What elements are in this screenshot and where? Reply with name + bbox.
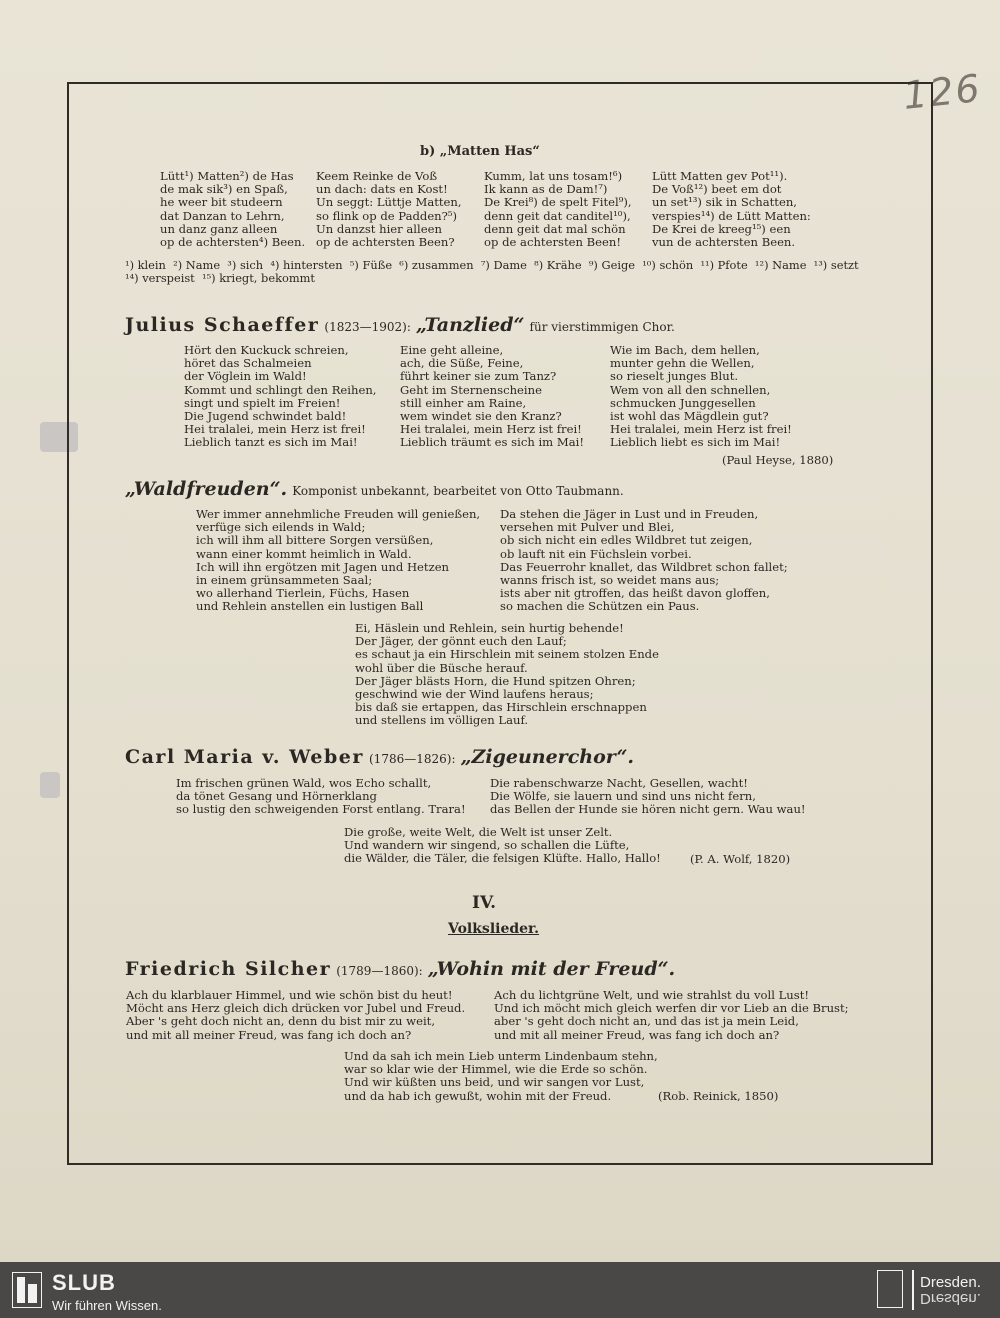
verse-line: ist wohl das Mägdlein gut? bbox=[610, 408, 769, 423]
verse-line: Ik kann as de Dam!⁷) bbox=[484, 182, 608, 197]
matten-has-stanza-4 bbox=[652, 170, 811, 249]
zigeunerchor-stanza-3 bbox=[344, 826, 661, 866]
song-subtitle: Komponist unbekannt, bearbeitet von Otto Taubmann. bbox=[292, 484, 624, 498]
verse-line: Hei tralalei, mein Herz ist frei! bbox=[610, 422, 792, 437]
verse-line: ¹) klein ²) Name ³) sich ⁴) hintersten ⁵) Füße ⁶) zusammen ⁷) Dame ⁸) Krähe ⁹) Geige ¹⁰) schön ¹¹) Pfote ¹²) Name ¹³) setzt bbox=[125, 258, 859, 272]
verse-line: und mit all meiner Freud, was fang ich doch an? bbox=[494, 1027, 780, 1042]
slub-name[interactable]: SLUB bbox=[52, 1270, 116, 1295]
verse-line: Aber 's geht doch nicht an, denn du bist mir zu weit, bbox=[126, 1014, 436, 1029]
verse-line: Lieblich liebt es sich im Mai! bbox=[610, 435, 781, 450]
composer-name: Julius Schaeffer bbox=[125, 314, 320, 336]
verse-line: Wem von all den schnellen, bbox=[610, 382, 771, 397]
verse-line: da tönet Gesang und Hörnerklang bbox=[176, 789, 377, 804]
verse-line: so lustig den schweigenden Forst entlang. Trara! bbox=[176, 802, 466, 817]
library-footer bbox=[0, 1262, 1000, 1318]
verse-line: Lütt¹) Matten²) de Has bbox=[160, 169, 294, 183]
verse-line: in einem grünsammeten Saal; bbox=[196, 572, 373, 587]
author-credit: (Rob. Reinick, 1850) bbox=[658, 1089, 779, 1103]
verse-line: Lieblich tanzt es sich im Mai! bbox=[184, 435, 358, 450]
verse-line: Ei, Häslein und Rehlein, sein hurtig behende! bbox=[355, 621, 624, 635]
slub-tagline: Wir führen Wissen. bbox=[52, 1298, 162, 1313]
verse-line: Und wandern wir singend, so schallen die Lüfte, bbox=[344, 838, 630, 853]
verse-line: verspies¹⁴) de Lütt Matten: bbox=[652, 208, 811, 223]
verse-line: Da stehen die Jäger in Lust und in Freuden, bbox=[500, 507, 759, 521]
verse-line: und Rehlein anstellen ein lustigen Ball bbox=[196, 599, 424, 614]
verse-line: ob sich nicht ein edles Wildbret tut zeigen, bbox=[500, 533, 753, 548]
verse-line: denn geit dat mal schön bbox=[484, 221, 626, 236]
verse-line: ists aber nit gtroffen, das heißt davon gloffen, bbox=[500, 586, 770, 601]
verse-line: Und da sah ich mein Lieb unterm Lindenbaum stehn, bbox=[344, 1049, 658, 1063]
verse-line: Der Jäger blästs Horn, die Hund spitzen Ohren; bbox=[355, 673, 636, 688]
verse-line: Geht im Sternenscheine bbox=[400, 382, 542, 397]
weber-heading bbox=[125, 746, 634, 768]
verse-line: de mak sik³) en Spaß, bbox=[160, 182, 288, 197]
verse-line: vun de achtersten Been. bbox=[652, 234, 796, 249]
song-title: „Zigeunerchor“. bbox=[460, 746, 634, 768]
zigeunerchor-stanza-2 bbox=[490, 777, 806, 817]
verse-line: Die Wölfe, sie lauern und sind uns nicht fern, bbox=[490, 789, 756, 804]
schaeffer-heading bbox=[125, 314, 675, 336]
verse-line: ach, die Süße, Feine, bbox=[400, 356, 524, 371]
verse-line: aber 's geht doch nicht an, und das ist ja mein Leid, bbox=[494, 1014, 799, 1029]
verse-line: Ach du lichtgrüne Welt, und wie strahlst du voll Lust! bbox=[494, 988, 810, 1002]
song-title: „Wohin mit der Freud“. bbox=[427, 958, 676, 980]
waldfreuden-stanza-2 bbox=[500, 508, 788, 614]
verse-line: Und ich möcht mich gleich werfen dir vor Lieb an die Brust; bbox=[494, 1001, 849, 1016]
verse-line: Hört den Kuckuck schreien, bbox=[184, 343, 349, 357]
matten-has-stanza-1 bbox=[160, 170, 305, 249]
verse-line: op de achtersten⁴) Been. bbox=[160, 234, 306, 249]
tanzlied-stanza-2 bbox=[400, 344, 584, 450]
author-credit: (Paul Heyse, 1880) bbox=[722, 453, 834, 467]
verse-line: Der Jäger, der gönnt euch den Lauf; bbox=[355, 634, 567, 649]
verse-line: Lütt Matten gev Pot¹¹). bbox=[652, 169, 788, 183]
verse-line: un set¹³) sik in Schatten, bbox=[652, 195, 797, 210]
tanzlied-stanza-3 bbox=[610, 344, 792, 450]
verse-line: Ach du klarblauer Himmel, und wie schön bist du heut! bbox=[126, 988, 453, 1002]
verse-line: he weer bit studeern bbox=[160, 195, 283, 210]
verse-line: es schaut ja ein Hirschlein mit seinem stolzen Ende bbox=[355, 647, 659, 662]
verse-line: De Krei⁸) de spelt Fitel⁹), bbox=[484, 195, 632, 210]
silcher-heading bbox=[125, 958, 675, 980]
verse-line: Und wir küßten uns beid, und wir sangen vor Lust, bbox=[344, 1075, 645, 1090]
verse-line: und da hab ich gewußt, wohin mit der Freud. bbox=[344, 1088, 612, 1103]
composer-years: (1823—1902): bbox=[324, 320, 411, 334]
verse-line: un danz ganz alleen bbox=[160, 221, 278, 236]
song-title: „Waldfreuden“. bbox=[125, 478, 288, 500]
verse-line: führt keiner sie zum Tanz? bbox=[400, 369, 557, 384]
verse-line: das Bellen der Hunde sie hören nicht gern. Wau wau! bbox=[490, 802, 806, 817]
verse-line: verfüge sich eilends in Wald; bbox=[196, 520, 366, 535]
verse-line: Ich will ihn ergötzen mit Jagen und Hetzen bbox=[196, 559, 450, 574]
verse-line: schmucken Junggesellen bbox=[610, 395, 756, 410]
verse-line: munter gehn die Wellen, bbox=[610, 356, 755, 371]
section-number: IV. bbox=[472, 893, 497, 913]
verse-line: Möcht ans Herz gleich dich drücken vor Jubel und Freud. bbox=[126, 1001, 466, 1016]
verse-line: wohl über die Büsche herauf. bbox=[355, 660, 528, 675]
verse-line: wo allerhand Tierlein, Füchs, Hasen bbox=[196, 586, 410, 601]
verse-line: denn geit dat canditel¹⁰), bbox=[484, 208, 631, 223]
dresden-name[interactable]: Dresden. bbox=[920, 1274, 981, 1291]
verse-line: Hei tralalei, mein Herz ist frei! bbox=[400, 422, 582, 437]
verse-line: Die Jugend schwindet bald! bbox=[184, 408, 347, 423]
verse-line: dat Danzan to Lehrn, bbox=[160, 208, 285, 223]
verse-line: op de achtersten Been? bbox=[316, 234, 455, 249]
verse-line: wanns frisch ist, so weidet mans aus; bbox=[500, 572, 720, 587]
verse-line: ich will ihm all bittere Sorgen versüßen, bbox=[196, 533, 434, 548]
verse-line: Un seggt: Lüttje Matten, bbox=[316, 195, 462, 210]
section-b-title: b) „Matten Has“ bbox=[420, 144, 540, 159]
verse-line: Un danzst hier alleen bbox=[316, 221, 442, 236]
waldfreuden-heading bbox=[125, 478, 624, 500]
verse-line: und mit all meiner Freud, was fang ich doch an? bbox=[126, 1027, 412, 1042]
wohin-stanza-1 bbox=[126, 989, 465, 1042]
composer-name: Friedrich Silcher bbox=[125, 958, 332, 980]
verse-line: un dach: dats en Kost! bbox=[316, 182, 448, 197]
verse-line: Das Feuerrohr knallet, das Wildbret schon fallet; bbox=[500, 559, 788, 574]
composer-name: Carl Maria v. Weber bbox=[125, 746, 364, 768]
verse-line: so machen die Schützen ein Paus. bbox=[500, 599, 700, 614]
verse-line: höret das Schalmeien bbox=[184, 356, 312, 371]
verse-line: war so klar wie der Himmel, wie die Erde so schön. bbox=[344, 1062, 648, 1077]
verse-line: still einher am Raine, bbox=[400, 395, 527, 410]
wohin-stanza-2 bbox=[494, 989, 849, 1042]
section-title: Volkslieder. bbox=[448, 921, 540, 937]
divider bbox=[912, 1270, 914, 1310]
matten-has-stanza-2 bbox=[316, 170, 462, 249]
song-subtitle: für vierstimmigen Chor. bbox=[529, 320, 675, 334]
verse-line: Wer immer annehmliche Freuden will genießen, bbox=[196, 507, 481, 521]
matten-has-stanza-3 bbox=[484, 170, 632, 249]
verse-line: versehen mit Pulver und Blei, bbox=[500, 520, 675, 535]
dresden-mirror-text: Dresden. bbox=[920, 1290, 981, 1307]
verse-line: bis daß sie ertappen, das Hirschlein erschnappen bbox=[355, 700, 647, 715]
verse-line: Im frischen grünen Wald, wos Echo schallt, bbox=[176, 776, 432, 790]
verse-line: Hei tralalei, mein Herz ist frei! bbox=[184, 422, 366, 437]
slub-logo-icon bbox=[12, 1272, 42, 1308]
verse-line: Keem Reinke de Voß bbox=[316, 169, 438, 183]
verse-line: wann einer kommt heimlich in Wald. bbox=[196, 546, 412, 561]
zigeunerchor-stanza-1 bbox=[176, 777, 466, 817]
waldfreuden-stanza-1 bbox=[196, 508, 480, 614]
matten-has-footnotes bbox=[125, 258, 859, 284]
song-title: „Tanzlied“ bbox=[416, 314, 525, 336]
verse-line: geschwind wie der Wind laufens heraus; bbox=[355, 686, 594, 701]
verse-line: De Krei de kreeg¹⁵) een bbox=[652, 221, 791, 236]
verse-line: und stellens im völligen Lauf. bbox=[355, 713, 529, 728]
verse-line: De Voß¹²) beet em dot bbox=[652, 182, 782, 197]
verse-line: singt und spielt im Freien! bbox=[184, 395, 341, 410]
verse-line: Die rabenschwarze Nacht, Gesellen, wacht! bbox=[490, 776, 748, 790]
verse-line: der Vöglein im Wald! bbox=[184, 369, 307, 384]
composer-years: (1786—1826): bbox=[369, 752, 456, 766]
handwritten-page-number: 126 bbox=[900, 66, 984, 118]
composer-years: (1789—1860): bbox=[336, 964, 423, 978]
dresden-crest-icon bbox=[877, 1270, 903, 1308]
verse-line: Die große, weite Welt, die Welt ist unser Zelt. bbox=[344, 825, 613, 839]
verse-line: so rieselt junges Blut. bbox=[610, 369, 739, 384]
verse-line: op de achtersten Been! bbox=[484, 234, 621, 249]
verse-line: Lieblich träumt es sich im Mai! bbox=[400, 435, 585, 450]
verse-line: Kumm, lat uns tosam!⁶) bbox=[484, 169, 623, 183]
verse-line: Wie im Bach, dem hellen, bbox=[610, 343, 760, 357]
wohin-stanza-3 bbox=[344, 1050, 658, 1103]
tape-mark bbox=[40, 772, 60, 798]
verse-line: ¹⁴) verspeist ¹⁵) kriegt, bekommt bbox=[125, 271, 316, 286]
verse-line: die Wälder, die Täler, die felsigen Klüfte. Hallo, Hallo! bbox=[344, 851, 661, 866]
waldfreuden-stanza-3 bbox=[355, 622, 659, 728]
verse-line: Kommt und schlingt den Reihen, bbox=[184, 382, 377, 397]
verse-line: wem windet sie den Kranz? bbox=[400, 408, 562, 423]
author-credit: (P. A. Wolf, 1820) bbox=[690, 852, 791, 866]
verse-line: Eine geht alleine, bbox=[400, 343, 504, 357]
tanzlied-stanza-1 bbox=[184, 344, 376, 450]
verse-line: so flink op de Padden?⁵) bbox=[316, 208, 458, 223]
verse-line: ob lauft nit ein Füchslein vorbei. bbox=[500, 546, 692, 561]
